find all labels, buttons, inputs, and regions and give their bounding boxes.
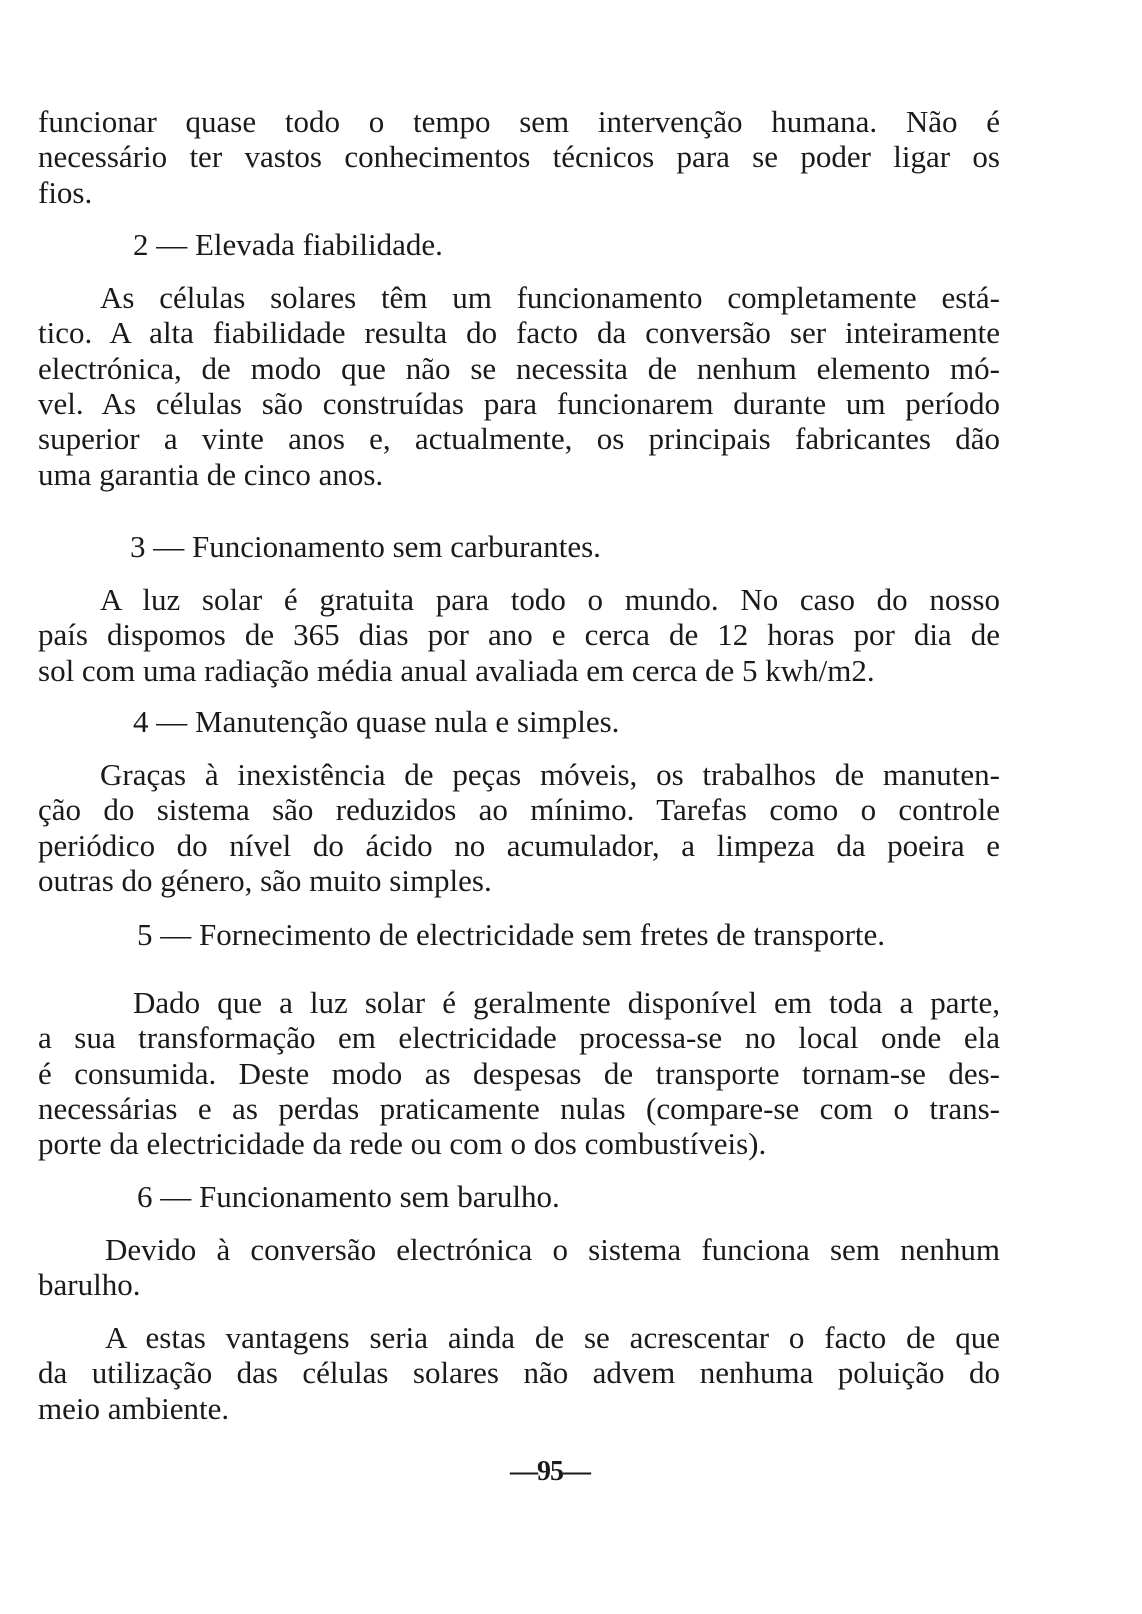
text-line: Graças à inexistência de peças móveis, os trabalhos de manuten- [100, 757, 1000, 792]
text-line: da utilização das células solares não advem nenhuma poluição do [38, 1355, 1000, 1391]
text-line: 5 — Fornecimento de electricidade sem fretes de transporte. [137, 917, 886, 952]
text-line: vel. As células são construídas para funcionarem durante um período [38, 385, 1000, 421]
text-line: uma garantia de cinco anos. [38, 456, 384, 492]
text-line: A luz solar é gratuita para todo o mundo. No caso do nosso [100, 582, 1000, 617]
text-line: barulho. [38, 1267, 141, 1303]
text-line: sol com uma radiação média anual avaliada em cerca de 5 kwh/m2. [38, 652, 875, 688]
page-number: —95— [510, 1456, 590, 1487]
text-line: necessário ter vastos conhecimentos técnicos para se poder ligar os [38, 139, 1000, 175]
text-line: periódico do nível do ácido no acumulador, a limpeza da poeira e [38, 827, 1000, 863]
text-line: é consumida. Deste modo as despesas de transporte tornam-se des- [38, 1055, 1000, 1091]
text-line: 3 — Funcionamento sem carburantes. [130, 529, 601, 564]
text-line: As células solares têm um funcionamento completamente está- [100, 280, 1000, 315]
text-line: tico. A alta fiabilidade resulta do facto da conversão ser inteiramente [38, 315, 1000, 351]
text-line: meio ambiente. [38, 1390, 230, 1426]
text-line: porte da electricidade da rede ou com o dos combustíveis). [38, 1126, 767, 1162]
text-line: funcionar quase todo o tempo sem intervenção humana. Não é [38, 104, 1000, 139]
text-line: Dado que a luz solar é geralmente disponível em toda a parte, [133, 985, 1000, 1020]
text-line: fios. [38, 174, 93, 210]
text-line: a sua transformação em electricidade processa-se no local onde ela [38, 1020, 1000, 1056]
text-line: 4 — Manutenção quase nula e simples. [133, 704, 620, 739]
text-line: electrónica, de modo que não se necessita de nenhum elemento mó- [38, 350, 1000, 386]
text-line: outras do género, são muito simples. [38, 862, 492, 898]
text-line: ção do sistema são reduzidos ao mínimo. Tarefas como o controle [38, 792, 1000, 828]
text-line: 6 — Funcionamento sem barulho. [137, 1179, 560, 1214]
text-line: A estas vantagens seria ainda de se acrescentar o facto de que [105, 1320, 1000, 1355]
text-line: Devido à conversão electrónica o sistema funciona sem nenhum [105, 1232, 1000, 1267]
text-line: necessárias e as perdas praticamente nulas (compare-se com o trans- [38, 1090, 1000, 1126]
text-line: superior a vinte anos e, actualmente, os principais fabricantes dão [38, 421, 1000, 457]
text-line: 2 — Elevada fiabilidade. [133, 227, 443, 262]
text-line: país dispomos de 365 dias por ano e cerca de 12 horas por dia de [38, 617, 1000, 653]
